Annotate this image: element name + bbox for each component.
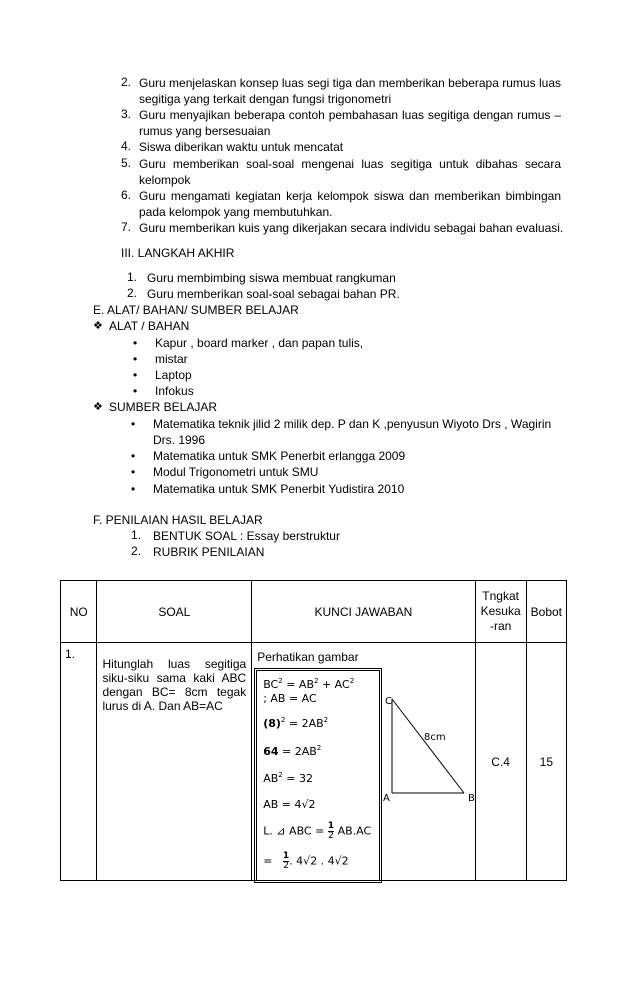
work-line-1: $BC^2 = AB^2 + AC^2$ [263,677,355,691]
header-kunci: KUNCI JAWABAN [252,581,475,643]
vertex-a-label: A [383,793,391,801]
work-line-7: = $\frac{1}{2}$ . 4√2 . 4√2 [263,851,349,871]
kunci-intro: Perhatikan gambar [257,650,359,664]
soal-line: dengan BC= 8cm tegak [102,685,247,699]
table-header-row [61,581,567,643]
step-text: Guru menjelaskan konsep luas segi tiga dan memberikan beberapa rumus luas [139,76,561,90]
cell-soal [97,643,252,881]
soal-line: Hitunglah luas segitiga [102,657,247,671]
header-tingkat [475,581,526,643]
soal-line: lurus di A. Dan AB=AC [102,699,223,713]
side-length-label: 8cm [424,732,446,743]
fraction-half: $\frac{1}{2}$ [282,851,290,871]
step-number: 2. [121,75,132,89]
step-text: Guru mengamati kegiatan kerja kelompok siswa dan memberikan bimbingan [139,189,561,203]
step-text-cont: segitiga yang terkait dengan fungsi trigonometri [139,92,392,106]
penilaian-item: RUBRIK PENILAIAN [153,545,265,559]
work-line-5: AB = 4√2 [263,798,316,811]
step-text: Guru memberikan kuis yang dikerjakan secara individu sebagai bahan evaluasi. [139,221,564,235]
header-soal: SOAL [97,581,252,643]
work-line-6: L. ⊿ ABC = $\frac{1}{2}$ AB.AC [263,821,372,841]
cell-bobot: 15 [526,643,566,881]
header-bobot: Bobot [526,581,566,643]
penilaian-number: 2. [131,544,142,558]
header-tingkat-l3: -ran [489,619,512,633]
alat-item: • mistar [155,351,188,367]
step-text-cont: kelompok [139,173,191,187]
alat-item: • Laptop [155,367,192,383]
sumber-item: • Matematika untuk SMK Penerbit erlangga 2009 [153,448,405,464]
vertex-b-label: B [468,793,476,801]
rubric-table [60,580,567,881]
step-text-cont: rumus yang bersesuaian [139,124,271,138]
step-number: 6. [121,188,132,202]
sumber-item: • Modul Trigonometri untuk SMU [153,464,318,480]
sumber-item: • Matematika teknik jilid 2 milik dep. P dan K ,penyusun Wiyoto Drs , Wagirin [153,416,551,432]
penilaian-number: 1. [131,528,142,542]
step-text: Guru menyajikan beberapa contoh pembahasan luas segitiga dengan rumus – [139,108,561,122]
step-number: 4. [121,139,132,153]
cell-tingkat: C.4 [475,643,526,881]
table-row [61,643,567,881]
fraction-half: $\frac{1}{2}$ [327,821,335,841]
penilaian-item: BENTUK SOAL : Essay berstruktur [153,529,340,543]
step-text: Siswa diberikan waktu untuk mencatat [139,140,344,154]
sumber-item: • Matematika untuk SMK Penerbit Yudistira 2010 [153,481,404,497]
langkah-number: 1. [127,270,138,284]
langkah-number: 2. [127,286,138,300]
header-tingkat-l2: Kesuka [480,604,521,618]
work-line-2: $(8)^2 = 2AB^2$ [263,716,329,730]
cell-kunci [252,643,475,881]
work-box [256,670,380,881]
work-line-3: $64 = 2AB^2$ [263,744,322,758]
section-f-heading: F. PENILAIAN HASIL BELAJAR [93,513,263,527]
cell-no: 1. [61,643,97,881]
step-text-cont: pada kelompok yang membutuhkan. [139,205,333,219]
section-e-heading: E. ALAT/ BAHAN/ SUMBER BELAJAR [93,303,299,317]
langkah-akhir-heading: III. LANGKAH AKHIR [121,246,235,260]
alat-item: • Infokus [155,383,194,399]
alat-item: • Kapur , board marker , dan papan tulis, [155,335,363,351]
vertex-c-label: C [385,696,393,707]
step-number: 5. [121,156,132,170]
sumber-heading: ❖ SUMBER BELAJAR [109,399,217,415]
soal-line: siku-siku sama kaki ABC [102,671,247,685]
sumber-item-cont: Drs. 1996 [153,433,206,447]
langkah-item: Guru memberikan soal-soal sebagai bahan PR. [147,287,400,301]
step-number: 3. [121,107,132,121]
header-tingkat-l1: Tngkat [482,589,519,603]
side-cb [392,699,464,793]
step-text: Guru memberikan soal-soal mengenai luas segitiga untuk dibahas secara [139,157,561,171]
langkah-item: Guru membimbing siswa membuat rangkuman [147,271,396,285]
alat-heading: ❖ ALAT / BAHAN [109,318,189,334]
step-number: 7. [121,220,132,234]
work-line-1b: ; AB = AC [263,692,317,705]
header-no: NO [61,581,97,643]
triangle-figure [380,681,486,801]
work-line-4: $AB^2 = 32$ [263,771,313,785]
